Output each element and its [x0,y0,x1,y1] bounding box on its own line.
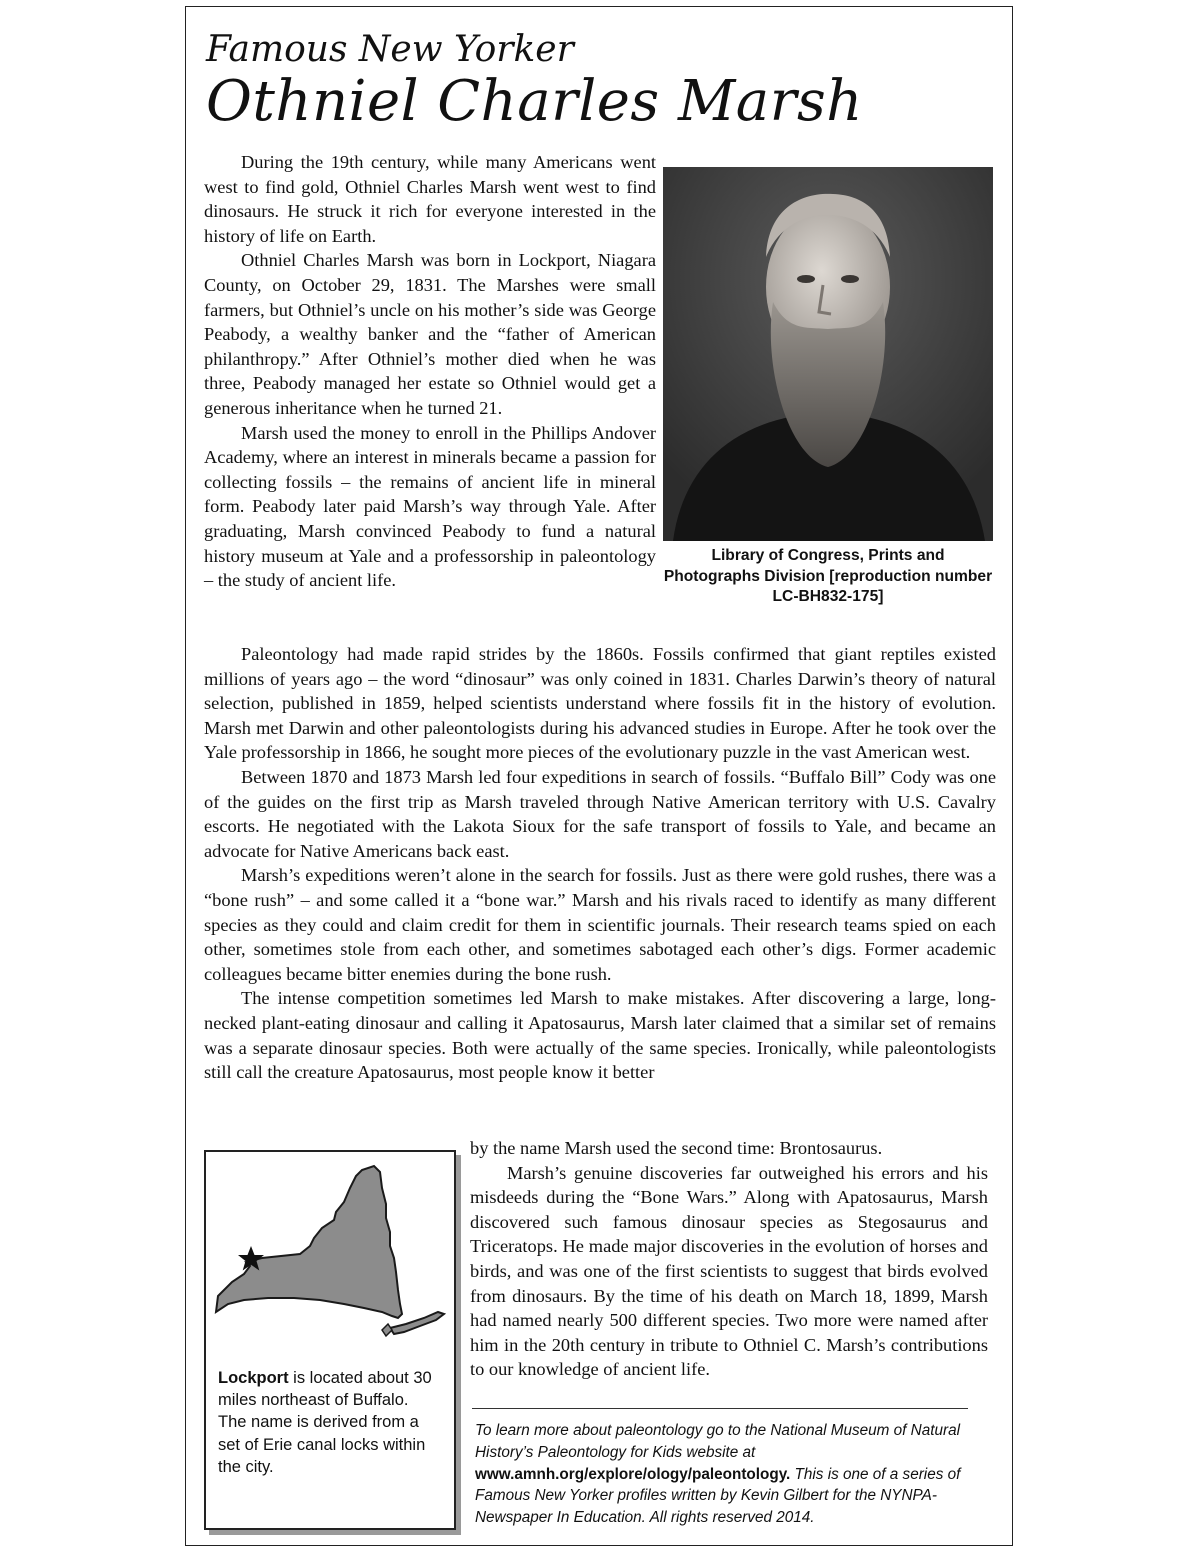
map-sidebar-box [204,1150,456,1530]
article-top-column [204,150,656,593]
footnote-text: To learn more about paleontology go to the National Museum of Natural History’s Paleontology for Kids website at [475,1422,960,1461]
article-bottom-column [470,1136,988,1382]
map-caption-place: Lockport [218,1369,289,1387]
paragraph: Marsh’s genuine discoveries far outweighed his errors and his misdeeds during the “Bone Wars.” Along with Apatosaurus, Marsh discovered such famous dinosaur species as Stegosaurus and Triceratops. He made major discoveries in the evolution of horses and birds, and was one of the first scientists to suggest that birds evolved from dinosaurs. By the time of his death on March 18, 1899, Marsh had named nearly 500 different species. Two more were named after him in the 20th century in tribute to Othniel C. Marsh’s contributions to our knowledge of ancient life. [470,1162,988,1380]
paragraph: Paleontology had made rapid strides by the 1860s. Fossils confirmed that giant reptiles existed millions of years ago – the word “dinosaur” was only coined in 1831. Charles Darwin’s theory of natural selection, published in 1859, helped scientists understand where fossils fit in the history of evolution. Marsh met Darwin and other paleontologists during his advanced studies in Europe. After he took over the Yale professorship in 1866, he sought more pieces of the evolutionary puzzle in the vast American west. [204,644,996,763]
paragraph: Othniel Charles Marsh was born in Lockport, Niagara County, on October 29, 1831. The Marshes were small farmers, but Othniel’s uncle on his mother’s side was George Peabody, a wealthy banker and the “father of American philanthropy.” After Othniel’s mother died when he was three, Peabody managed her estate so Othniel would get a generous inheritance when he turned 21. [204,250,656,418]
paragraph: Marsh’s expeditions weren’t alone in the search for fossils. Just as there were gold rushes, there was a “bone rush” – and some called it a “bone war.” Marsh and his rivals raced to identify as many different species as they could and claim credit for them in scientific journals. Their research teams spied on each other, sometimes stole from each other, and sometimes sabotaged each other’s digs. Former academic colleagues became bitter enemies during the bone rush. [204,865,996,984]
map-caption [218,1367,438,1478]
page-title: Othniel Charles Marsh [206,69,863,134]
footnote [475,1420,1000,1529]
paragraph: The intense competition sometimes led Marsh to make mistakes. After discovering a large, long-necked plant-eating dinosaur and calling it Apatosaurus, Marsh later claimed that a similar set of remains was a separate dinosaur species. Both were actually of the same species. Ironically, while paleontologists still call the creature Apatosaurus, most people know it better [204,988,996,1083]
photo-caption: Library of Congress, Prints and Photographs Division [reproduction number LC-BH832-175] [663,547,993,605]
portrait-photo [663,167,993,541]
paragraph-continuation: by the name Marsh used the second time: Brontosaurus. [470,1138,883,1158]
footnote-link[interactable]: www.amnh.org/explore/ology/paleontology. [475,1465,791,1483]
article-full-width-column [204,642,996,1085]
paragraph: Marsh used the money to enroll in the Phillips Andover Academy, where an interest in minerals became a passion for collecting fossils – the remains of ancient life in mineral form. Peabody later paid Marsh’s way through Yale. After graduating, Marsh convinced Peabody to fund a natural history museum at Yale and a professorship in paleontology – the study of ancient life. [204,422,656,591]
portrait-photo-icon [663,167,993,541]
paragraph: During the 19th century, while many Americans went west to find gold, Othniel Charles Marsh went west to find dinosaurs. He struck it rich for everyone interested in the history of life on Earth. [204,152,656,246]
paragraph: Between 1870 and 1873 Marsh led four expeditions in search of fossils. “Buffalo Bill” Cody was one of the guides on the first trip as Marsh traveled through Native American territory with U.S. Cavalry escorts. He negotiated with the Lakota Sioux for the safe transport of fossils to Yale, and became an advocate for Native Americans back east. [204,766,996,861]
footnote-text-end: This is one of a series of Famous New Yorker profiles written by Kevin Gilbert for the NYNPA-Newspaper In Education. All rights reserved 2014. [475,1465,961,1527]
divider [472,1408,968,1409]
map-caption-text: is located about 30 miles northeast of Buffalo. The name is derived from a set of Erie canal locks within the city. [218,1369,432,1476]
article-frame [185,6,1013,1546]
header-kicker: Famous New Yorker [206,29,574,70]
new-york-state-map-icon [210,1158,450,1358]
